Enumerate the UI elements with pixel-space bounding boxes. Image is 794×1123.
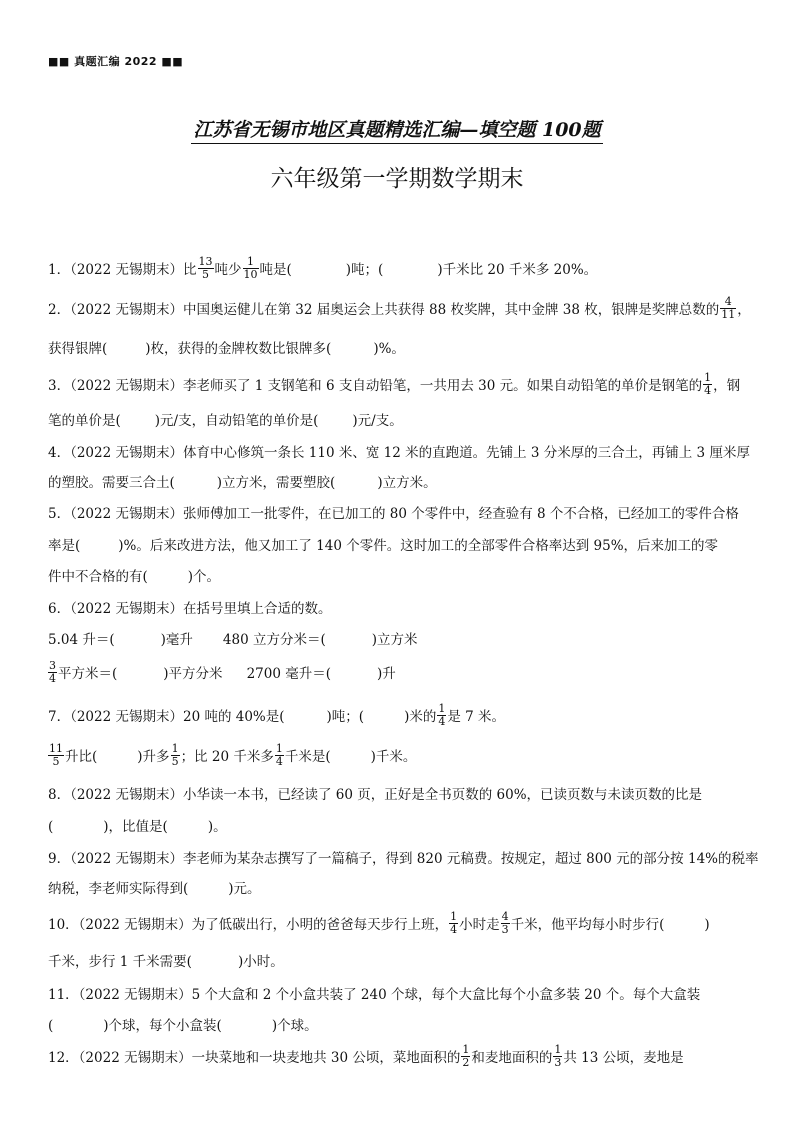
denominator: 5: [171, 755, 179, 768]
numerator: 1: [275, 742, 283, 755]
denominator: 10: [243, 268, 258, 281]
question-11-line: [48, 983, 700, 1003]
numerator: 3: [49, 659, 56, 672]
text: )%。后来改进方法，他又加工了 140 个零件。这时加工的全部零件合格率达到 95%，后来加工的零: [118, 538, 719, 554]
text: )小时。: [237, 954, 284, 970]
document-subtitle: 六年级第一学期数学期末: [270, 166, 524, 192]
denominator: 4: [704, 384, 712, 397]
question-4-line: [48, 441, 750, 461]
denominator: 3: [554, 1056, 562, 1069]
question-2-line: [48, 295, 751, 323]
fraction: [501, 911, 510, 936]
text: 件中不合格的有(: [48, 569, 148, 585]
question-6-line-2: [48, 628, 418, 648]
question-11-line-2: [48, 1014, 318, 1034]
text: (: [48, 819, 54, 835]
denominator: 4: [275, 755, 283, 768]
fraction: [437, 703, 446, 728]
text: 是 7 米。: [447, 709, 506, 725]
denominator: 4: [450, 923, 458, 936]
numerator: 11: [49, 742, 63, 755]
text: 小时走: [459, 917, 500, 933]
text: 的塑胶。需要三合土(: [48, 475, 175, 491]
document-title: [0, 115, 794, 142]
text: 5．（2022 无锡期末）张师傅加工一批零件，在已加工的 80 个零件中，经查验有 8 个不合格，已经加工的零件合格: [48, 506, 739, 522]
text: 11．（2022 无锡期末）5 个大盒和 2 个小盒共装了 240 个球，每个大盒比每个小盒多装 20 个。每个大盒装: [48, 987, 701, 1003]
text: 1．（2022 无锡期末）比: [48, 262, 197, 278]
text: ，钢: [713, 378, 741, 394]
question-5-line-3: [48, 565, 220, 585]
text: (: [48, 1018, 54, 1034]
fraction: [720, 296, 736, 321]
text: 千米是(: [284, 749, 331, 765]
text: )%。: [373, 341, 405, 357]
question-7-line: [48, 702, 506, 730]
denominator: 3: [501, 923, 509, 936]
text: 平方米＝(: [58, 666, 118, 682]
text: )个。: [187, 569, 221, 585]
fraction: [449, 911, 458, 936]
text: )升: [376, 666, 396, 682]
text: )枚，获得的金牌枚数比银牌多(: [145, 341, 332, 357]
fraction: [461, 1044, 470, 1069]
question-3-line: [48, 371, 741, 399]
question-12-line: [48, 1043, 684, 1071]
fraction: [703, 372, 712, 397]
text: 千米，他平均每小时步行(: [510, 917, 665, 933]
numerator: 1: [171, 742, 179, 755]
denominator: 4: [438, 715, 446, 728]
text: 和麦地面积的: [471, 1050, 553, 1066]
numerator: 1: [462, 1043, 470, 1056]
question-8-line-2: [48, 815, 227, 835]
text: 纳税，李老师实际得到(: [48, 881, 189, 897]
text: 率是(: [48, 538, 81, 554]
document-title-text: 江苏省无锡市地区真题精选汇编—填空题 100题: [191, 119, 602, 144]
text: )立方米。: [377, 475, 437, 491]
fraction: [275, 743, 284, 768]
question-4-line-2: [48, 471, 437, 491]
numerator: 4: [720, 296, 736, 309]
question-3-line-2: [48, 409, 403, 429]
fraction: [198, 256, 214, 281]
text: ): [704, 917, 710, 933]
text: )元/支。: [352, 413, 403, 429]
text: )吨；(: [345, 262, 384, 278]
text: 笔的单价是(: [48, 413, 121, 429]
question-10-line: [48, 910, 710, 938]
denominator: 5: [202, 268, 209, 281]
question-10-line-2: [48, 950, 284, 970]
fraction: [243, 256, 259, 281]
text: ；比 20 千米多: [180, 749, 274, 765]
text: 7．（2022 无锡期末）20 吨的 40%是(: [48, 709, 285, 725]
numerator: 1: [438, 702, 446, 715]
text: 12．（2022 无锡期末）一块菜地和一块麦地共 30 公顷，菜地面积的: [48, 1050, 461, 1066]
numerator: 1: [243, 256, 259, 269]
question-7-line-2: [48, 742, 417, 770]
text: 10．（2022 无锡期末）为了低碳出行，小明的爸爸每天步行上班，: [48, 917, 449, 933]
text: )个球，每个小盒装(: [103, 1018, 222, 1034]
text: 3．（2022 无锡期末）李老师买了 1 支钢笔和 6 支自动铅笔，一共用去 30 元。如果自动铅笔的单价是钢笔的: [48, 378, 703, 394]
denominator: 4: [49, 672, 56, 685]
text: )千米比 20 千米多 20%。: [437, 262, 598, 278]
denominator: 2: [462, 1056, 470, 1069]
numerator: 4: [501, 910, 509, 923]
question-6-line: [48, 597, 332, 617]
text: 5.04 升＝(: [48, 632, 115, 648]
text: 480 立方分米＝(: [222, 632, 326, 648]
text: )元/支，自动铅笔的单价是(: [154, 413, 319, 429]
text: 9．（2022 无锡期末）李老师为某杂志撰写了一篇稿子，得到 820 元稿费。按规定，超过 800 元的部分按 14%的税率: [48, 851, 759, 867]
denominator: 5: [52, 755, 60, 768]
text: )千米。: [370, 749, 417, 765]
text: 获得银牌(: [48, 341, 108, 357]
question-9-line-2: [48, 877, 261, 897]
text: )升多: [137, 749, 170, 765]
text: 2．（2022 无锡期末）中国奥运健儿在第 32 届奥运会上共获得 88 枚奖牌，其中金牌 38 枚，银牌是奖牌总数的: [48, 302, 720, 318]
denominator: 11: [721, 308, 736, 321]
fraction: [48, 660, 57, 685]
text: 千米，步行 1 千米需要(: [48, 954, 192, 970]
text: )立方米: [371, 632, 418, 648]
fraction: [48, 743, 64, 768]
text: )吨；(: [326, 709, 365, 725]
page-header: ■■ 真题汇编 2022 ■■: [48, 55, 184, 68]
text: 2700 毫升＝(: [246, 666, 331, 682]
text: )立方米，需要塑胶(: [216, 475, 336, 491]
question-9-line: [48, 847, 758, 867]
numerator: 13: [198, 255, 213, 268]
text: 6．（2022 无锡期末）在括号里填上合适的数。: [48, 601, 332, 617]
text: )米的: [404, 709, 437, 725]
question-5-line-2: [48, 534, 718, 554]
text: )。: [207, 819, 227, 835]
question-2-line-2: [48, 337, 405, 357]
text: )，比值是(: [103, 819, 168, 835]
numerator: 1: [450, 910, 458, 923]
question-1-line: [48, 255, 598, 283]
numerator: 1: [704, 371, 712, 384]
question-6-line-3: [48, 659, 396, 687]
text: 吨少: [214, 262, 242, 278]
text: )平方分米: [163, 666, 223, 682]
numerator: 1: [554, 1043, 562, 1056]
question-8-line: [48, 783, 702, 803]
text: )元。: [228, 881, 261, 897]
question-5-line: [48, 502, 739, 522]
text: 吨是(: [259, 262, 292, 278]
text: )个球。: [271, 1018, 318, 1034]
fraction: [553, 1044, 562, 1069]
fraction: [171, 743, 180, 768]
text: 4．（2022 无锡期末）体育中心修筑一条长 110 米、宽 12 米的直跑道。先铺上 3 分米厚的三合土，再铺上 3 厘米厚: [48, 445, 750, 461]
text: )毫升: [160, 632, 193, 648]
text: 升比(: [65, 749, 98, 765]
text: 8．（2022 无锡期末）小华读一本书，已经读了 60 页，正好是全书页数的 60%，已读页数与未读页数的比是: [48, 787, 703, 803]
text: ，: [737, 302, 751, 318]
text: 共 13 公顷，麦地是: [563, 1050, 684, 1066]
